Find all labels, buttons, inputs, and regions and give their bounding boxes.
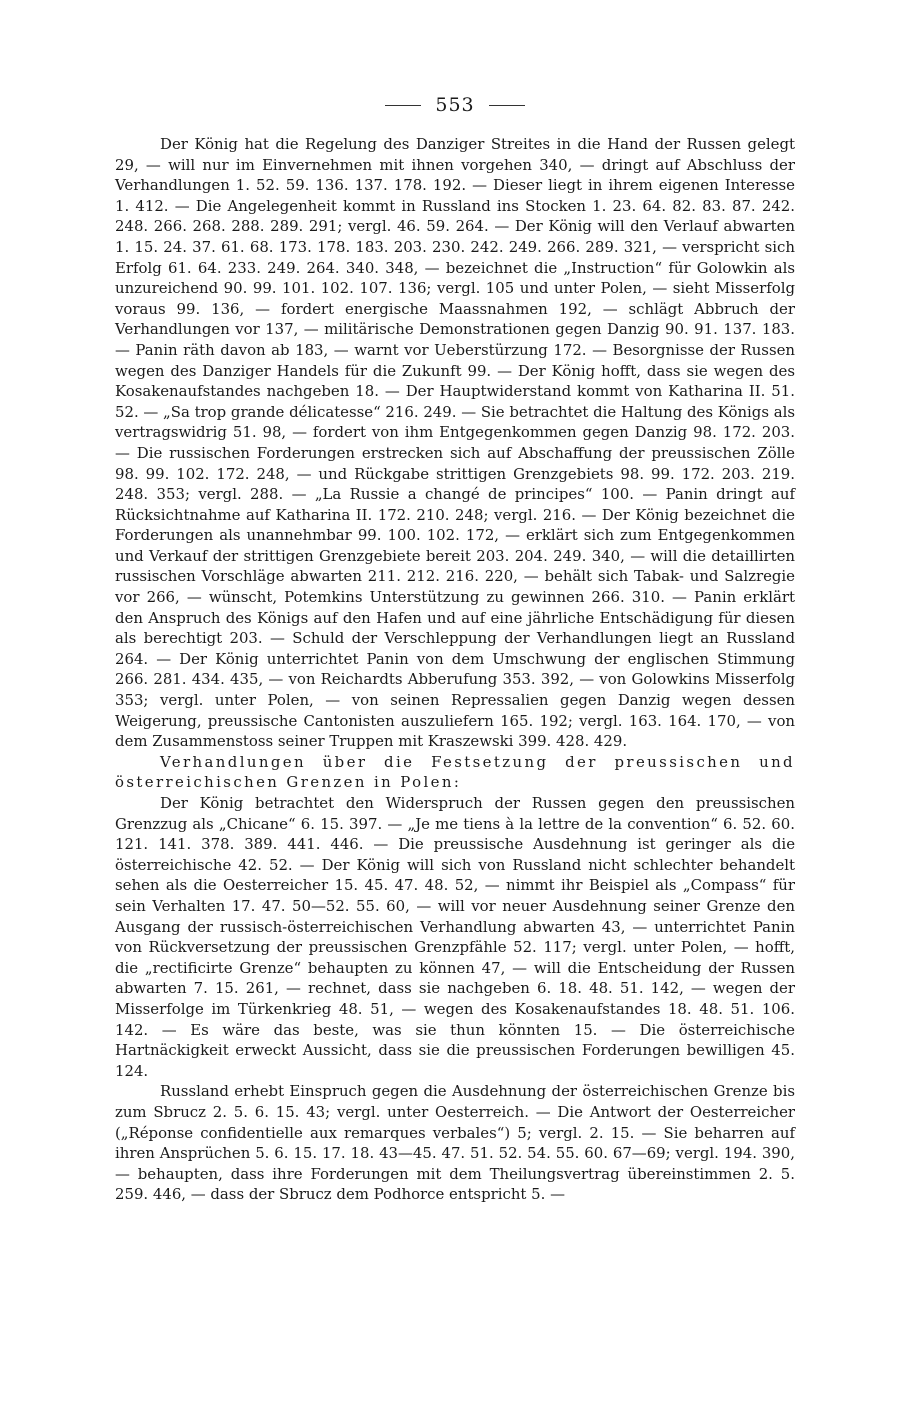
paragraph-danzig: Der König hat die Regelung des Danziger Streites in die Hand der Russen gelegt 29, — will nur im Einvernehmen mit ihnen vorgehen 340, — dringt auf Abschluss der Verhandlungen 1. 52. 59. 136. 137. 178. 192. — Dieser liegt in ihrem eigenen Interesse 1. 412. — Die Angelegenheit kommt in Russland ins Stocken 1. 23. 64. 82. 83. 87. 242. 248. 266. 268. 288. 289. 291; vergl. 46. 59. 264. — Der König will den Verlauf abwarten 1. 15. 24. 37. 61. 68. 173. 178. 183. 203. 230. 242. 249. 266. 289. 321, — verspricht sich Erfolg 61. 64. 233. 249. 264. 340. 348, — bezeichnet die „Instruction“ für Golowkin als unzureichend 90. 99. 101. 102. 107. 136; vergl. 105 und unter Polen, — sieht Misserfolg voraus 99. 136, — fordert energische Maassnahmen 192, — schlägt Abbruch der Verhandlungen vor 137, — militärische Demonstrationen gegen Danzig 90. 91. 137. 183. — Panin räth davon ab 183, — warnt vor Ueberstürzung 172. — Besorgnisse der Russen wegen des Danziger Handels für die Zukunft 99. — Der König hofft, dass sie wegen des Kosakenaufstandes nachgeben 18. — Der Hauptwiderstand kommt von Katharina II. 51. 52. — „Sa trop grande délicatesse“ 216. 249. — Sie betrachtet die Haltung des Königs als vertragswidrig 51. 98, — fordert von ihm Entgegenkommen gegen Danzig 98. 172. 203. — Die russischen Forderungen erstrecken sich auf Abschaffung der preussischen Zölle 98. 99. 102. 172. 248, — und Rückgabe strittigen Grenzgebiets 98. 99. 172. 203. 219. 248. 353; vergl. 288. — „La Russie a changé de principes“ 100. — Panin dringt auf Rücksichtnahme auf Katharina II. 172. 210. 248; vergl. 216. — Der König bezeichnet die Forderungen als unannehmbar 99. 100. 102. 172, — erklärt sich zum Entgegenkommen und Verkauf der strittigen Grenzgebiete bereit 203. 204. 249. 340, — will die detaillirten russischen Vorschläge abwarten 211. 212. 216. 220, — behält sich Tabak- und Salzregie vor 266, — wünscht, Potemkins Unterstützung zu gewinnen 266. 310. — Panin erklärt den Anspruch des Königs auf den Hafen und auf eine jährliche Entschädigung für diesen als berechtigt 203. — Schuld der Verschleppung der Verhandlungen liegt an Russland 264. — Der König unterrichtet Panin von dem Umschwung der englischen Stimmung 266. 281. 434. 435, — von Reichardts Abberufung 353. 392, — von Golowkins Misserfolg 353; vergl. unter Polen, — von seinen Repressalien gegen Danzig wegen dessen Weigerung, preussische Cantonisten auszuliefern 165. 192; vergl. 163. 164. 170, — von dem Zusammenstoss seiner Truppen mit Kraszewski 399. 428. 429. [115,135,795,751]
document-page [115,90,795,1205]
header-rule-right [489,105,525,106]
paragraph-sbrucz: Russland erhebt Einspruch gegen die Ausdehnung der österreichischen Grenze bis zum Sbrucz 2. 5. 6. 15. 43; vergl. unter Oesterreich. — Die Antwort der Oesterreicher („Réponse confidentielle aux remarques verbales“) 5; vergl. 2. 15. — Sie beharren auf ihren Ansprüchen 5. 6. 15. 17. 18. 43—45. 47. 51. 52. 54. 55. 60. 67—69; vergl. 194. 390, — behaupten, dass ihre Forderungen mit dem Theilungsvertrag übereinstimmen 2. 5. 259. 446, — dass der Sbrucz dem Podhorce entspricht 5. — [115,1082,795,1204]
paragraph-grenzzug: Der König betrachtet den Widerspruch der Russen gegen den preussischen Grenzzug als „Chicane“ 6. 15. 397. — „Je me tiens à la lettre de la convention“ 6. 52. 60. 121. 141. 378. 389. 441. 446. — Die preussische Ausdehnung ist geringer als die österreichische 42. 52. — Der König will sich von Russland nicht schlechter behandelt sehen als die Oesterreicher 15. 45. 47. 48. 52, — nimmt ihr Beispiel als „Compass“ für sein Verhalten 17. 47. 50—52. 55. 60, — will vor neuer Ausdehnung seiner Grenze den Ausgang der russisch-österreichischen Verhandlung abwarten 43, — unterrichtet Panin von Rückversetzung der preussischen Grenzpfähle 52. 117; vergl. unter Polen, — hofft, die „rectificirte Grenze“ behaupten zu können 47, — will die Entscheidung der Russen abwarten 7. 15. 261, — rechnet, dass sie nachgeben 6. 18. 48. 51. 142, — wegen der Misserfolge im Türkenkrieg 48. 51, — wegen des Kosakenaufstandes 18. 48. 51. 106. 142. — Es wäre das beste, was sie thun könnten 15. — Die österreichische Hartnäckigkeit erweckt Aussicht, dass sie die preussischen Forderungen bewilligen 45. 124. [115,794,795,1080]
section-heading: Verhandlungen über die Festsetzung der preussischen und österreichischen Grenzen in Polen: [115,752,795,792]
header-rule-left [385,105,421,106]
page-number: 553 [435,94,475,116]
page-header [115,90,795,120]
